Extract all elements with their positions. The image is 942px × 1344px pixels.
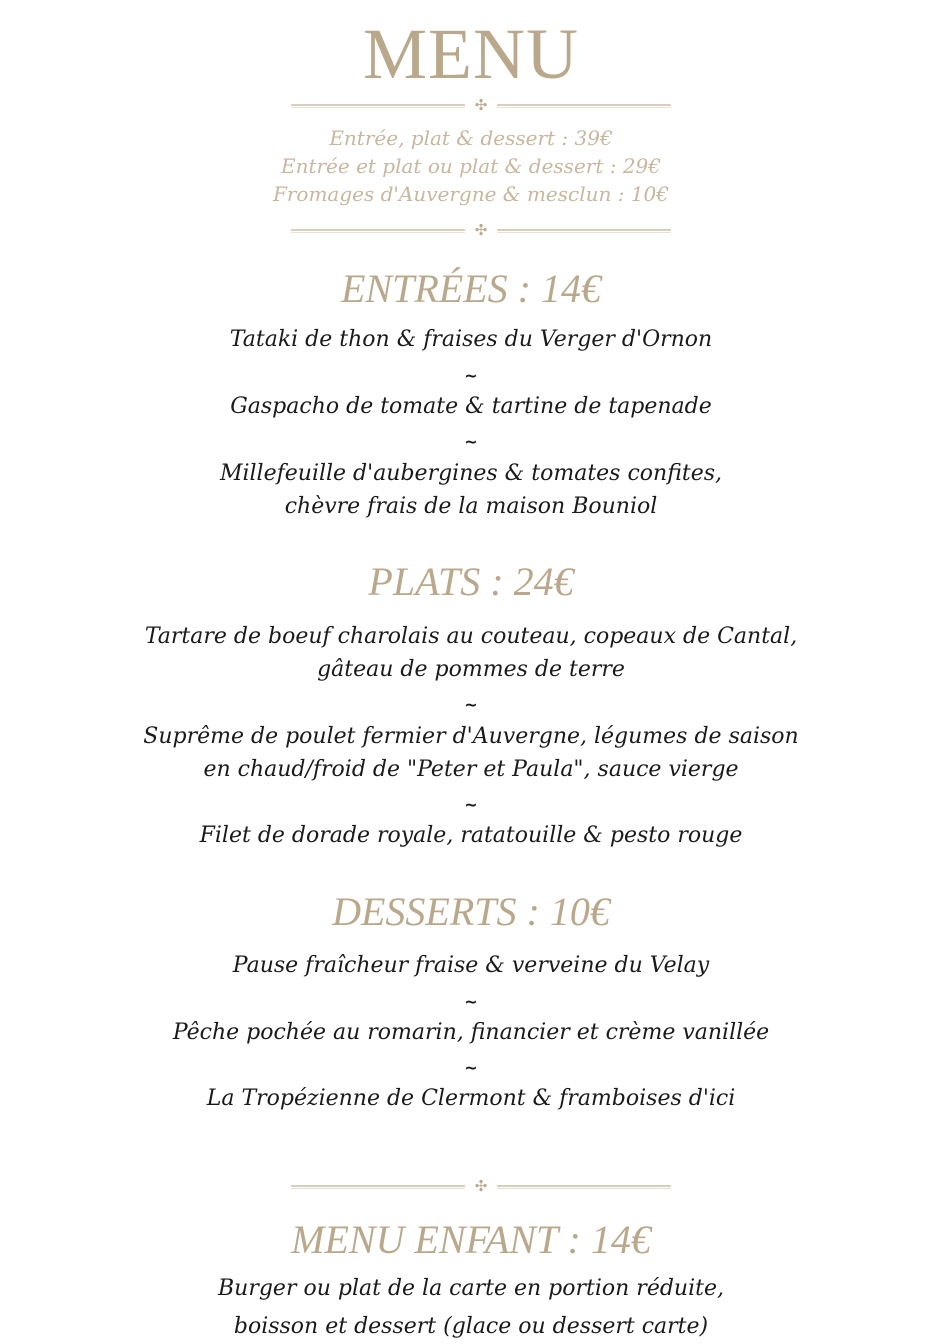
dish-item-line2: gâteau de pommes de terre: [317, 657, 625, 682]
section-title-entrees: ENTRÉES : 14€: [341, 266, 601, 311]
formula-prices: [0, 124, 942, 208]
section-title-plats: PLATS : 24€: [368, 559, 574, 604]
formula-line: Entrée, plat & dessert : 39€: [329, 126, 613, 150]
ornamental-divider: [291, 223, 671, 237]
fleuron-icon: ✣: [474, 96, 488, 114]
dish-item: Filet de dorade royale, ratatouille & pesto rouge: [199, 823, 743, 848]
dish-item-line2: boisson et dessert (glace ou dessert carte): [233, 1314, 709, 1339]
dish-item: Burger ou plat de la carte en portion réduite,: [218, 1276, 724, 1301]
item-separator: ~: [464, 1058, 478, 1077]
item-separator: ~: [464, 432, 478, 451]
dish-item: Suprême de poulet fermier d'Auvergne, légumes de saison: [143, 724, 799, 749]
section-title-enfant: MENU ENFANT : 14€: [291, 1217, 651, 1262]
dish-item: La Tropézienne de Clermont & framboises d'ici: [206, 1086, 736, 1111]
dish-item-line2: en chaud/froid de "Peter et Paula", sauce vierge: [203, 757, 739, 782]
dish-item-line2: chèvre frais de la maison Bouniol: [284, 494, 658, 519]
dish-item: Tataki de thon & fraises du Verger d'Ornon: [229, 327, 713, 352]
dish-item: Gaspacho de tomate & tartine de tapenade: [230, 394, 712, 419]
item-separator: ~: [464, 795, 478, 814]
formula-line: Entrée et plat ou plat & dessert : 29€: [280, 154, 662, 178]
ornamental-divider: [291, 98, 671, 112]
item-separator: ~: [464, 695, 478, 714]
formula-line: Fromages d'Auvergne & mesclun : 10€: [272, 182, 670, 206]
menu-title: MENU: [363, 14, 579, 94]
dish-item: Pêche pochée au romarin, financier et crème vanillée: [172, 1020, 770, 1045]
fleuron-icon: ✣: [474, 1177, 488, 1195]
item-separator: ~: [464, 992, 478, 1011]
dish-item: Tartare de boeuf charolais au couteau, copeaux de Cantal,: [144, 624, 798, 649]
section-title-desserts: DESSERTS : 10€: [332, 889, 610, 934]
dish-item: Pause fraîcheur fraise & verveine du Velay: [232, 953, 710, 978]
dish-item: Millefeuille d'aubergines & tomates confites,: [219, 461, 723, 486]
ornamental-divider: [291, 1179, 671, 1193]
item-separator: ~: [464, 366, 478, 385]
fleuron-icon: ✣: [474, 221, 488, 239]
